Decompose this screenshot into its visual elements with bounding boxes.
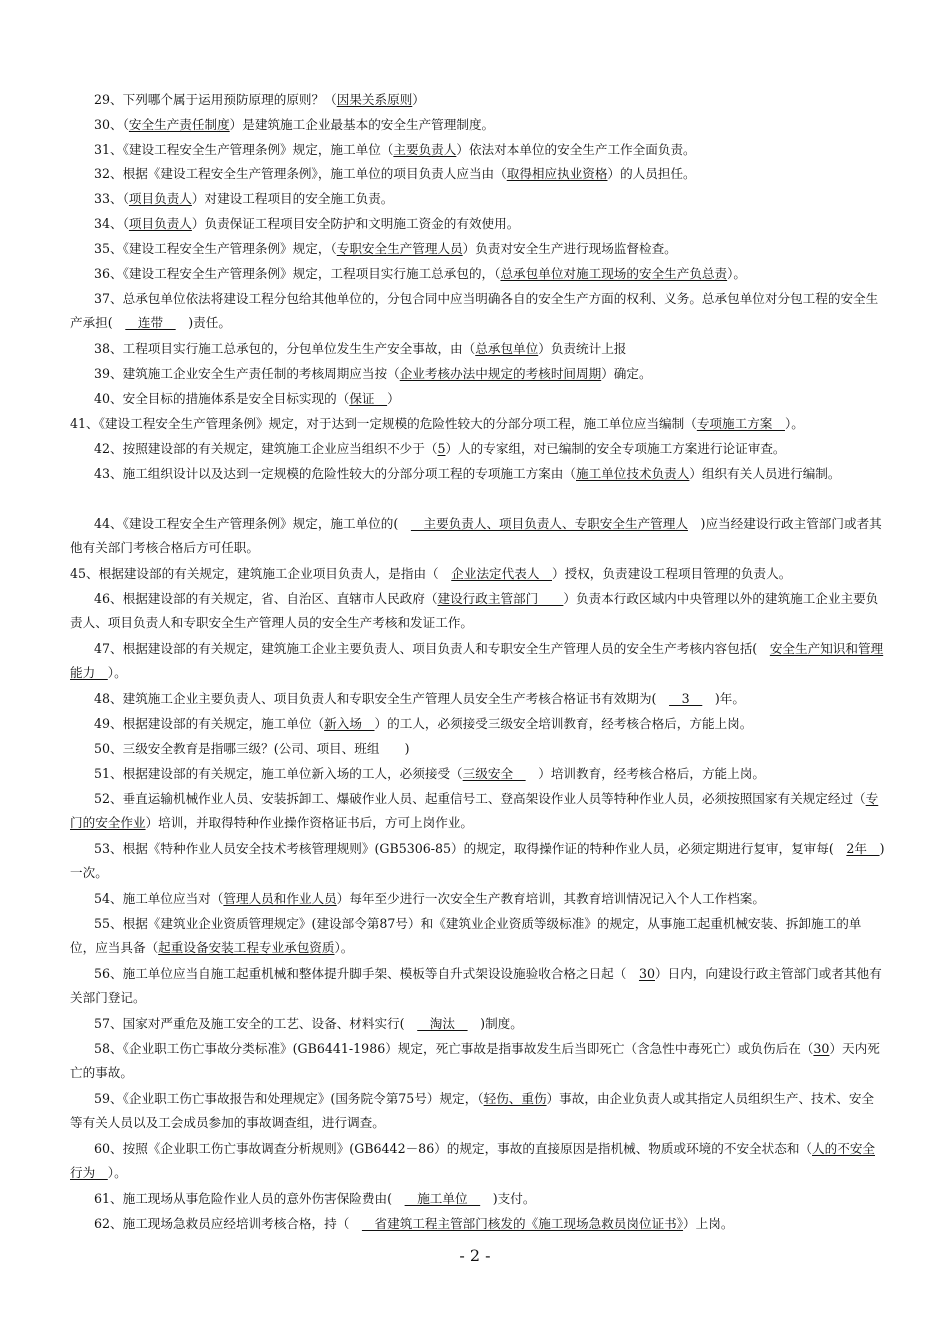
question-item [70,512,885,560]
answer-text: 主要负责人 [393,142,457,157]
question-text: ）天内死亡的事故。 [70,1041,880,1080]
question-text: 50、三级安全教育是指哪三级？(公司、项目、班组 ) [94,741,410,756]
question-text: ）的工人，必须接受三级安全培训教育，经考核合格后，方能上岗。 [374,716,753,731]
question-item [70,1187,885,1211]
question-text: ）授权，负责建设工程项目管理的负责人。 [552,566,792,581]
question-item [70,1037,885,1085]
question-item [70,262,885,286]
question-text: )一次。 [70,841,885,880]
question-item [70,637,885,685]
answer-text: 3 [669,691,703,706]
question-item [70,187,885,211]
answer-text: 专门的安全作业 [70,791,879,830]
question-item [70,88,885,112]
question-text: ）人的专家组，对已编制的安全专项施工方案进行论证审查。 [445,441,786,456]
question-item [70,138,885,162]
question-text: ）负责保证工程项目安全防护和文明施工资金的有效使用。 [191,216,520,231]
answer-text: 轻伤、重伤 [483,1091,547,1106]
question-text: ）日内，向建设行政主管部门或者其他有关部门登记。 [70,966,882,1005]
answer-text: 2年 [846,841,880,856]
question-text: 58、《企业职工伤亡事故分类标准》(GB6441-1986）规定，死亡事故是指事故发生后当即死亡（含急性中毒死亡）或负伤后在（ [94,1041,814,1056]
question-text: ）。 [784,416,804,431]
question-item [70,712,885,736]
question-item [70,687,885,711]
question-text: )责任。 [175,315,231,330]
question-text: 52、垂直运输机械作业人员、安装拆卸工、爆破作业人员、起重信号工、登高架设作业人员等特种作业人员，必须按照国家有关规定经过（ [94,791,866,806]
question-text: 37、总承包单位依法将建设工程分包给其他单位的，分包合同中应当明确各自的安全生产方面的权利、义务。总承包单位对分包工程的安全生产承担( [70,291,879,330]
question-item [70,737,885,761]
question-text: 44、《建设工程安全生产管理条例》规定，施工单位的( [94,516,411,531]
question-text: 36、《建设工程安全生产管理条例》规定，工程项目实行施工总承包的，（ [94,266,501,281]
question-item [70,113,885,137]
answer-text: 项目负责人 [128,216,192,231]
question-text: 41、《建设工程安全生产管理条例》规定，对于达到一定规模的危险性较大的分部分项工程，施工单位应当编制（ [70,416,697,431]
answer-text: 安全生产责任制度 [128,117,230,132]
question-text: 59、《企业职工伤亡事故报告和处理规定》(国务院令第75号）规定，（ [94,1091,484,1106]
question-text: )应当经建设行政主管部门或者其他有关部门考核合格后方可任职。 [70,516,882,555]
question-text: 45、根据建设部的有关规定，建筑施工企业项目负责人，是指由（ [70,566,452,581]
answer-text: 因果关系原则 [336,92,413,107]
answer-text: 新入场 [324,716,375,731]
question-item [70,587,885,635]
question-text: ）。 [107,1165,127,1180]
answer-text: 人的不安全行为 [70,1141,875,1180]
question-text: ）。 [334,940,354,955]
question-text: ） [412,92,425,107]
question-text: 33、（ [94,191,129,206]
answer-text: 项目负责人 [128,191,192,206]
question-text: 29、下列哪个属于运用预防原理的原则？（ [94,92,337,107]
question-item [70,787,885,835]
question-text: ）培训，并取得特种作业操作资格证书后，方可上岗作业。 [145,815,473,830]
question-text: 56、施工单位应当自施工起重机械和整体提升脚手架、模板等自升式架设设施验收合格之日起（ [94,966,639,981]
question-item [70,1087,885,1135]
answer-text: 总承包单位 [475,341,539,356]
question-text: ）负责本行政区域内中央管理以外的建筑施工企业主要负责人、项目负责人和专职安全生产管理人员的安全生产考核和发证工作。 [70,591,879,630]
question-text: 40、安全目标的措施体系是安全目标实现的（ [94,391,350,406]
answer-text: 安全生产知识和管理能力 [70,641,884,680]
answer-text: 专项施工方案 [696,416,785,431]
question-text: ）对建设工程项目的安全施工负责。 [191,191,394,206]
question-item [70,887,885,911]
question-text: 55、根据《建筑业企业资质管理规定》(建设部令第87号）和《建筑业企业资质等级标准》的规定，从事施工起重机械安装、拆卸施工的单位，应当具备（ [70,916,862,955]
question-text: ）上岗。 [683,1216,734,1231]
question-text: 39、建筑施工企业安全生产责任制的考核周期应当按（ [94,366,400,381]
answer-text: 管理人员和作业人员 [223,891,337,906]
question-text: ）的人员担任。 [607,166,696,181]
question-text: ）负责对安全生产进行现场监督检查。 [462,241,677,256]
question-item [70,1012,885,1036]
question-text: 49、根据建设部的有关规定，施工单位（ [94,716,325,731]
answer-text: 保证 [349,391,388,406]
question-text: ）组织有关人员进行编制。 [689,466,841,481]
question-text: 51、根据建设部的有关规定，施工单位新入场的工人，必须接受（ [94,766,463,781]
question-item [70,912,885,960]
question-text: 42、按照建设部的有关规定，建筑施工企业应当组织不少于（ [94,441,438,456]
question-item [70,337,885,361]
question-text: ）。 [727,266,747,281]
question-item [70,212,885,236]
question-item [70,437,885,461]
answer-text: 主要负责人、项目负责人、专职安全生产管理人 [410,516,688,531]
question-text: 54、施工单位应当对（ [94,891,224,906]
question-text: ）培训教育，经考核合格后，方能上岗。 [525,766,765,781]
question-item [70,387,885,411]
answer-text: 企业考核办法中规定的考核时间周期 [399,366,602,381]
question-text: 30、（ [94,117,129,132]
answer-text: 5 [437,441,446,456]
question-text: 47、根据建设部的有关规定，建筑施工企业主要负责人、项目负责人和专职安全生产管理人员的安全生产考核内容包括( [94,641,770,656]
answer-text: 施工单位 [404,1191,481,1206]
question-item [70,837,885,885]
answer-text: 总承包单位对施工现场的安全生产负总责 [500,266,728,281]
question-text: 34、（ [94,216,129,231]
question-text: 31、《建设工程安全生产管理条例》规定，施工单位（ [94,142,394,157]
answer-text: 30 [813,1041,830,1056]
question-text: ）是建筑施工企业最基本的安全生产管理制度。 [229,117,495,132]
question-text: 48、建筑施工企业主要负责人、项目负责人和专职安全生产管理人员安全生产考核合格证书有效期为( [94,691,670,706]
answer-text: 30 [638,966,655,981]
question-item [70,162,885,186]
question-text: 62、施工现场急救员应经培训考核合格，持（ [94,1216,362,1231]
question-text: 53、根据《特种作业人员安全技术考核管理规则》(GB5306-85）的规定，取得操作证的特种作业人员，必须定期进行复审，复审每( [94,841,847,856]
question-item [70,362,885,386]
answer-text: 起重设备安装工程专业承包资质 [158,940,335,955]
answer-text: 专职安全生产管理人员 [336,241,463,256]
question-text: )制度。 [467,1016,523,1031]
question-item [70,962,885,1010]
question-item [70,562,885,586]
answer-text: 取得相应执业资格 [506,166,608,181]
question-text: ）事故，由企业负责人或其指定人员组织生产、技术、安全等有关人员以及工会成员参加的事故调查组，进行调查。 [70,1091,874,1130]
page-number: - 2 - [459,1246,491,1265]
answer-text: 企业法定代表人 [451,566,552,581]
question-text: 43、施工组织设计以及达到一定规模的危险性较大的分部分项工程的专项施工方案由（ [94,466,576,481]
answer-text: 建设行政主管部门 [437,591,564,606]
question-text: 57、国家对严重危及施工安全的工艺、设备、材料实行( [94,1016,418,1031]
answer-text: 三级安全 [462,766,526,781]
question-text: ）依法对本单位的安全生产工作全面负责。 [456,142,696,157]
question-text: ） [387,391,400,406]
question-item [70,287,885,335]
answer-text: 淘汰 [417,1016,468,1031]
question-item [70,237,885,261]
question-text: 38、工程项目实行施工总承包的，分包单位发生生产安全事故，由（ [94,341,476,356]
question-text: 35、《建设工程安全生产管理条例》规定，（ [94,241,337,256]
question-text: 46、根据建设部的有关规定，省、自治区、直辖市人民政府（ [94,591,438,606]
answer-text: 连带 [125,315,176,330]
question-item [70,462,885,486]
question-text: )支付。 [480,1191,536,1206]
question-text: 32、根据《建设工程安全生产管理条例》，施工单位的项目负责人应当由（ [94,166,507,181]
question-text: ）。 [107,665,127,680]
question-text: )年。 [702,691,745,706]
question-text: ）每年至少进行一次安全生产教育培训，其教育培训情况记入个人工作档案。 [336,891,765,906]
question-item [70,1137,885,1185]
question-text: 61、施工现场从事危险作业人员的意外伤害保险费由( [94,1191,405,1206]
question-text: 60、按照《企业职工伤亡事故调查分析规则》(GB6442－86）的规定，事故的直接原因是指机械、物质或环境的不安全状态和（ [94,1141,813,1156]
question-item [70,1212,885,1236]
question-text: ）负责统计上报 [538,341,627,356]
answer-text: 省建筑工程主管部门核发的《施工现场急救员岗位证书》 [361,1216,684,1231]
question-text: ）确定。 [601,366,652,381]
answer-text: 施工单位技术负责人 [576,466,690,481]
question-item [70,412,885,436]
question-item [70,762,885,786]
